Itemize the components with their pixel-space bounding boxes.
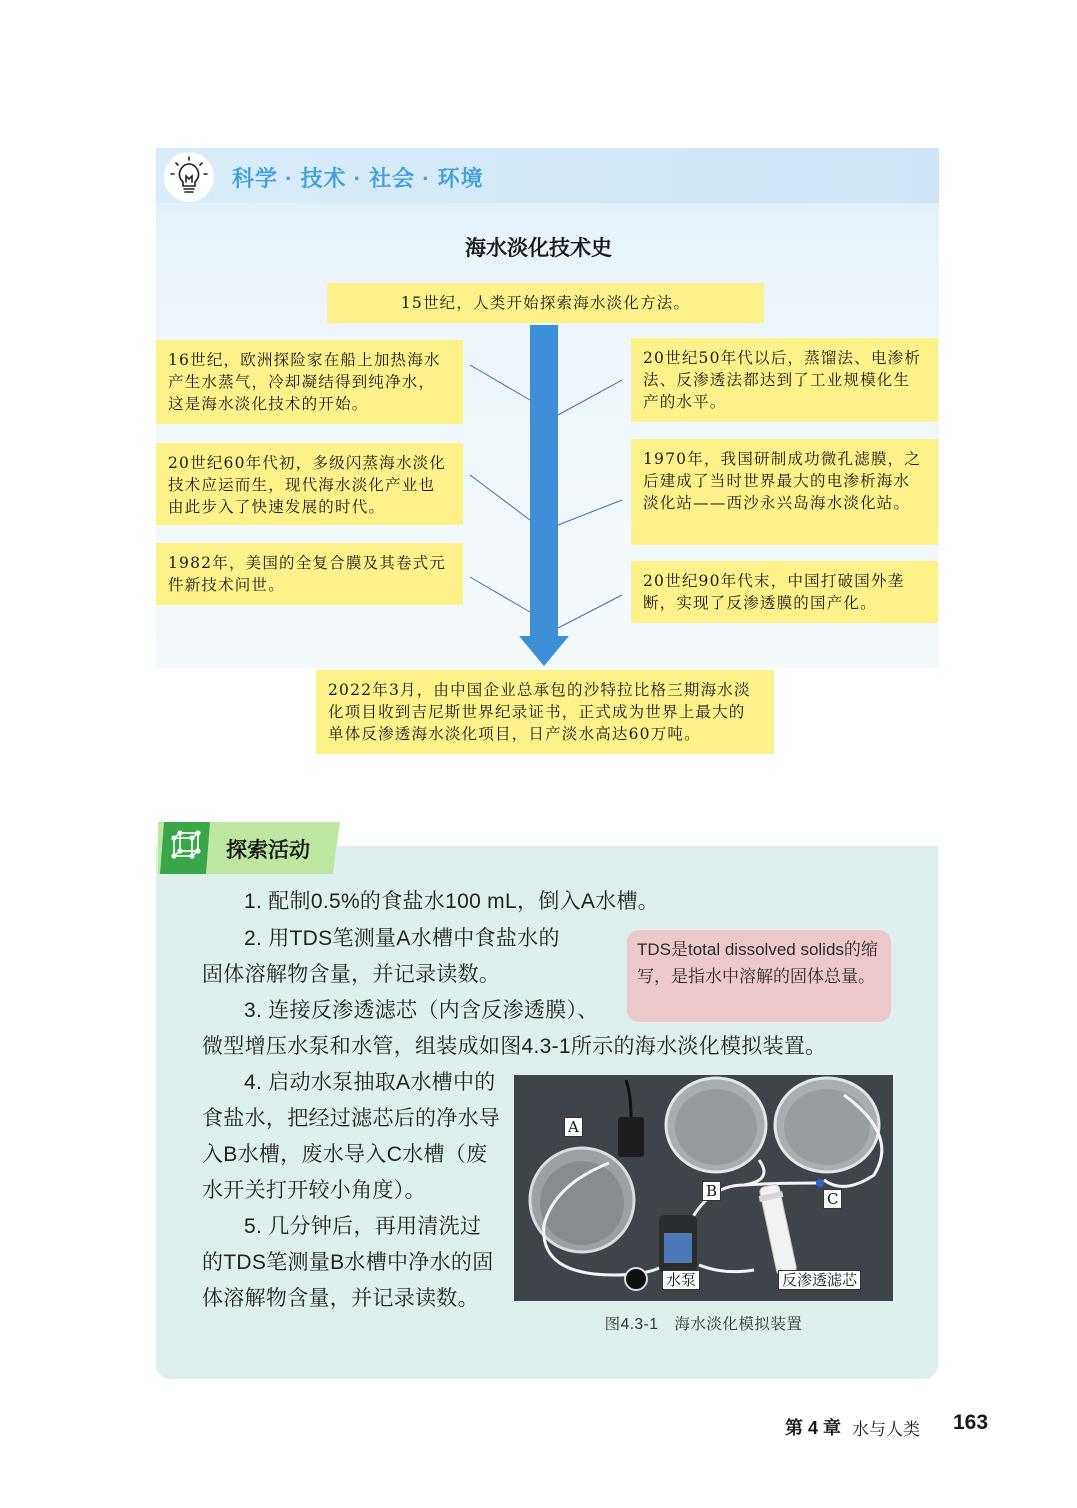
timeline-title: 海水淡化技术史 <box>465 235 612 260</box>
step-4: 4. 启动水泵抽取A水槽中的食盐水，把经过滤芯后的净水导入B水槽，废水导入C水槽（废水开关打开较小角度）。 <box>202 1071 501 1202</box>
timeline-box-1990s: 20世纪90年代末，中国打破国外垄断，实现了反渗透膜的国产化。 <box>631 561 938 623</box>
label-a: A <box>564 1117 583 1137</box>
timeline-box-2022: 2022年3月，由中国企业总承包的沙特拉比格三期海水淡化项目收到吉尼斯世界纪录证书，正式成为世界上最大的单体反渗透海水淡化项目，日产淡水高达60万吨。 <box>316 670 774 754</box>
label-c: C <box>823 1189 842 1209</box>
step-1: 1. 配制0.5%的食盐水100 mL，倒入A水槽。 <box>244 890 660 913</box>
section-title: 科学 · 技术 · 社会 · 环境 <box>232 166 484 191</box>
timeline-arrow <box>519 325 569 666</box>
apparatus-photo <box>514 1075 893 1301</box>
timeline-box-1960s: 20世纪60年代初，多级闪蒸海水淡化技术应运而生，现代海水淡化产业也由此步入了快速发展的时代。 <box>156 443 463 525</box>
cube-network-icon <box>160 822 210 874</box>
step-2-line-2: 固体溶解物含量，并记录读数。 <box>202 963 501 986</box>
label-filter: 反渗透滤芯 <box>778 1270 861 1290</box>
step-2-line-1: 2. 用TDS笔测量A水槽中食盐水的 <box>244 927 560 950</box>
activity-title: 探索活动 <box>226 839 310 862</box>
timeline-box-16th-century: 16世纪，欧洲探险家在船上加热海水产生水蒸气，冷却凝结得到纯净水，这是海水淡化技术的开始。 <box>156 340 463 424</box>
footer-title: 水与人类 <box>852 1420 920 1439</box>
timeline-box-1982: 1982年，美国的全复合膜及其卷式元件新技术问世。 <box>156 543 463 605</box>
tds-note: TDS是total dissolved solids的缩写，是指水中溶解的固体总量。 <box>627 930 891 1022</box>
step-3-line-1: 3. 连接反渗透滤芯（内含反渗透膜）、 <box>244 999 599 1022</box>
step-5: 5. 几分钟后，再用清洗过的TDS笔测量B水槽中净水的固体溶解物含量，并记录读数。 <box>202 1215 494 1310</box>
label-b: B <box>702 1181 721 1201</box>
page-number: 163 <box>953 1411 989 1434</box>
timeline-box-1950s: 20世纪50年代以后，蒸馏法、电渗析法、反渗透法都达到了工业规模化生产的水平。 <box>631 338 938 422</box>
figure-caption: 图4.3-1 海水淡化模拟装置 <box>604 1316 803 1333</box>
step-3-line-2: 微型增压水泵和水管，组装成如图4.3-1所示的海水淡化模拟装置。 <box>202 1035 827 1058</box>
footer-chapter: 第 4 章 <box>785 1418 842 1438</box>
timeline-box-1970: 1970年，我国研制成功微孔滤膜，之后建成了当时世界最大的电渗析海水淡化站——西沙永兴岛海水淡化站。 <box>631 439 938 545</box>
label-pump: 水泵 <box>662 1270 700 1290</box>
timeline-box-15th-century: 15世纪，人类开始探索海水淡化方法。 <box>327 283 764 323</box>
